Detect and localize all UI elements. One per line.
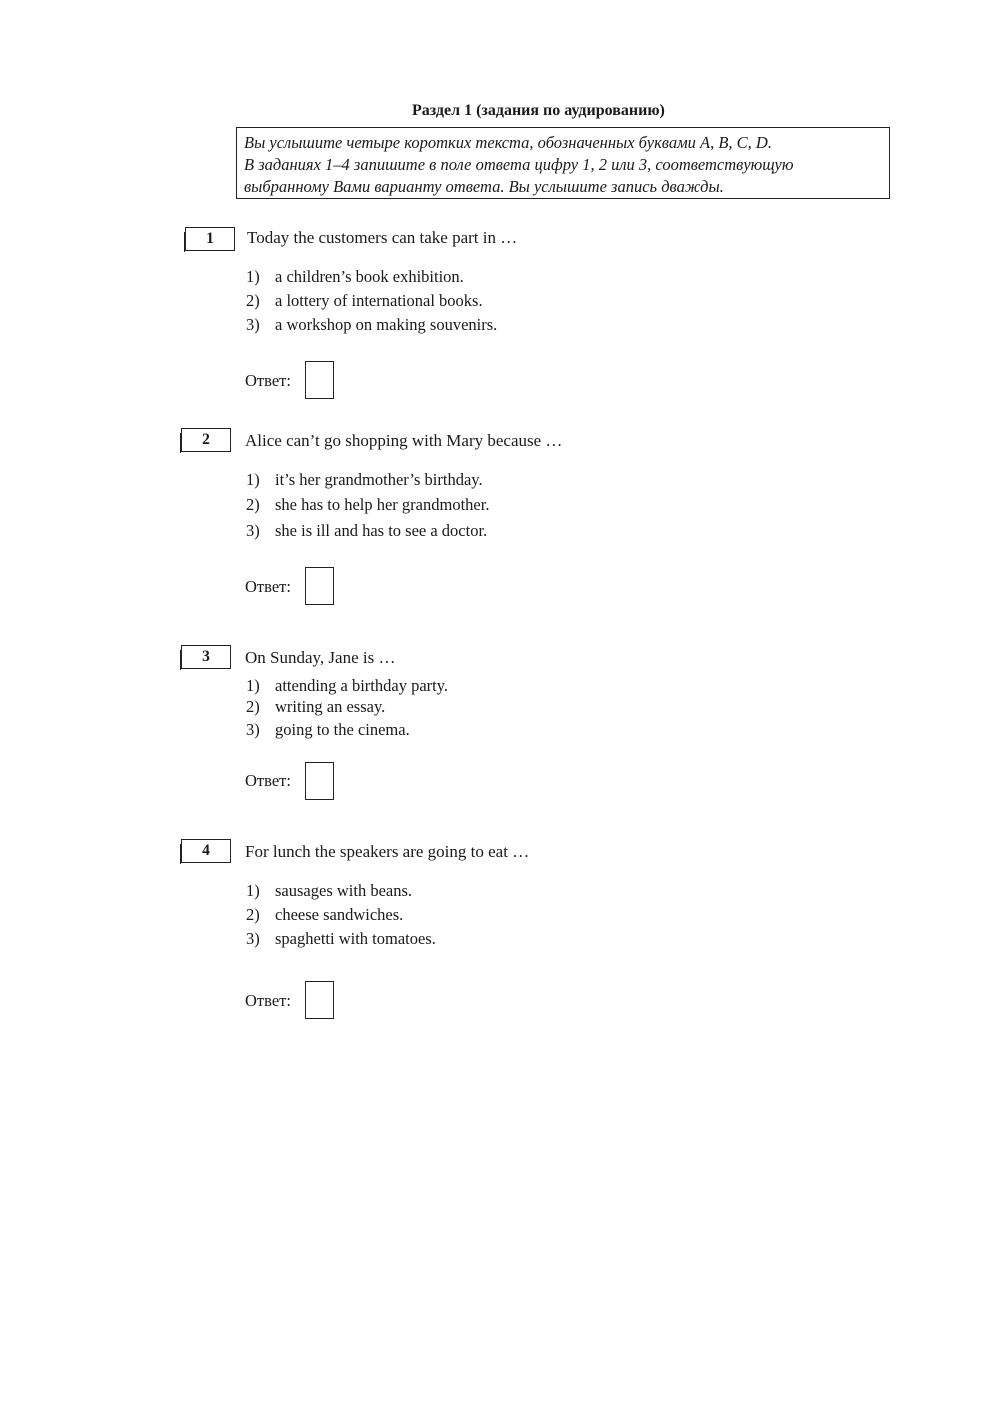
section-title: Раздел 1 (задания по аудированию): [412, 102, 665, 119]
answer-input[interactable]: [305, 361, 334, 399]
task-question: Today the customers can take part in …: [247, 228, 518, 247]
option-2[interactable]: [246, 697, 385, 717]
option-2[interactable]: [246, 905, 403, 925]
option-number: 1): [246, 881, 260, 900]
option-number: 2): [246, 905, 260, 924]
option-text: cheese sandwiches.: [275, 905, 404, 924]
answer-input[interactable]: [305, 981, 334, 1019]
answer-input[interactable]: [305, 762, 334, 800]
option-number: 2): [246, 697, 260, 716]
option-number: 2): [246, 291, 260, 310]
answer-label: Ответ:: [245, 371, 291, 390]
option-number: 3): [246, 315, 260, 334]
instructions-line: В заданиях 1–4 запишите в поле ответа цифру 1, 2 или 3, соответствующую: [244, 155, 794, 174]
option-text: spaghetti with tomatoes.: [275, 929, 436, 948]
task-question: Alice can’t go shopping with Mary because …: [245, 431, 563, 450]
option-number: 1): [246, 267, 260, 286]
option-text: writing an essay.: [275, 697, 386, 716]
option-text: sausages with beans.: [275, 881, 413, 900]
option-text: a workshop on making souvenirs.: [275, 315, 498, 334]
option-1[interactable]: [246, 267, 464, 287]
task-question: On Sunday, Jane is …: [245, 648, 396, 667]
option-text: it’s her grandmother’s birthday.: [275, 470, 483, 489]
task-number: 1: [185, 227, 235, 251]
option-text: a children’s book exhibition.: [275, 267, 464, 286]
option-number: 3): [246, 720, 260, 739]
answer-label: Ответ:: [245, 577, 291, 596]
instructions-line: выбранному Вами варианту ответа. Вы услышите запись дважды.: [244, 177, 724, 196]
task-number: 4: [181, 839, 231, 863]
answer-label: Ответ:: [245, 771, 291, 790]
instructions-line: Вы услышите четыре коротких текста, обозначенных буквами A, B, C, D.: [244, 133, 772, 152]
option-1[interactable]: [246, 881, 412, 901]
option-number: 1): [246, 676, 260, 695]
option-1[interactable]: [246, 470, 483, 490]
instructions-box: [236, 127, 890, 199]
option-1[interactable]: [246, 676, 448, 696]
task-number: 2: [181, 428, 231, 452]
option-text: attending a birthday party.: [275, 676, 449, 695]
answer-input[interactable]: [305, 567, 334, 605]
option-number: 2): [246, 495, 260, 514]
option-number: 3): [246, 521, 260, 540]
option-text: a lottery of international books.: [275, 291, 483, 310]
option-3[interactable]: [246, 315, 497, 335]
option-3[interactable]: [246, 720, 410, 740]
option-3[interactable]: [246, 929, 436, 949]
option-text: she has to help her grandmother.: [275, 495, 490, 514]
task-question: For lunch the speakers are going to eat …: [245, 842, 530, 861]
option-text: going to the cinema.: [275, 720, 410, 739]
answer-label: Ответ:: [245, 991, 291, 1010]
task-number: 3: [181, 645, 231, 669]
option-2[interactable]: [246, 495, 489, 515]
option-text: she is ill and has to see a doctor.: [275, 521, 488, 540]
option-number: 3): [246, 929, 260, 948]
option-3[interactable]: [246, 521, 487, 541]
option-2[interactable]: [246, 291, 483, 311]
option-number: 1): [246, 470, 260, 489]
